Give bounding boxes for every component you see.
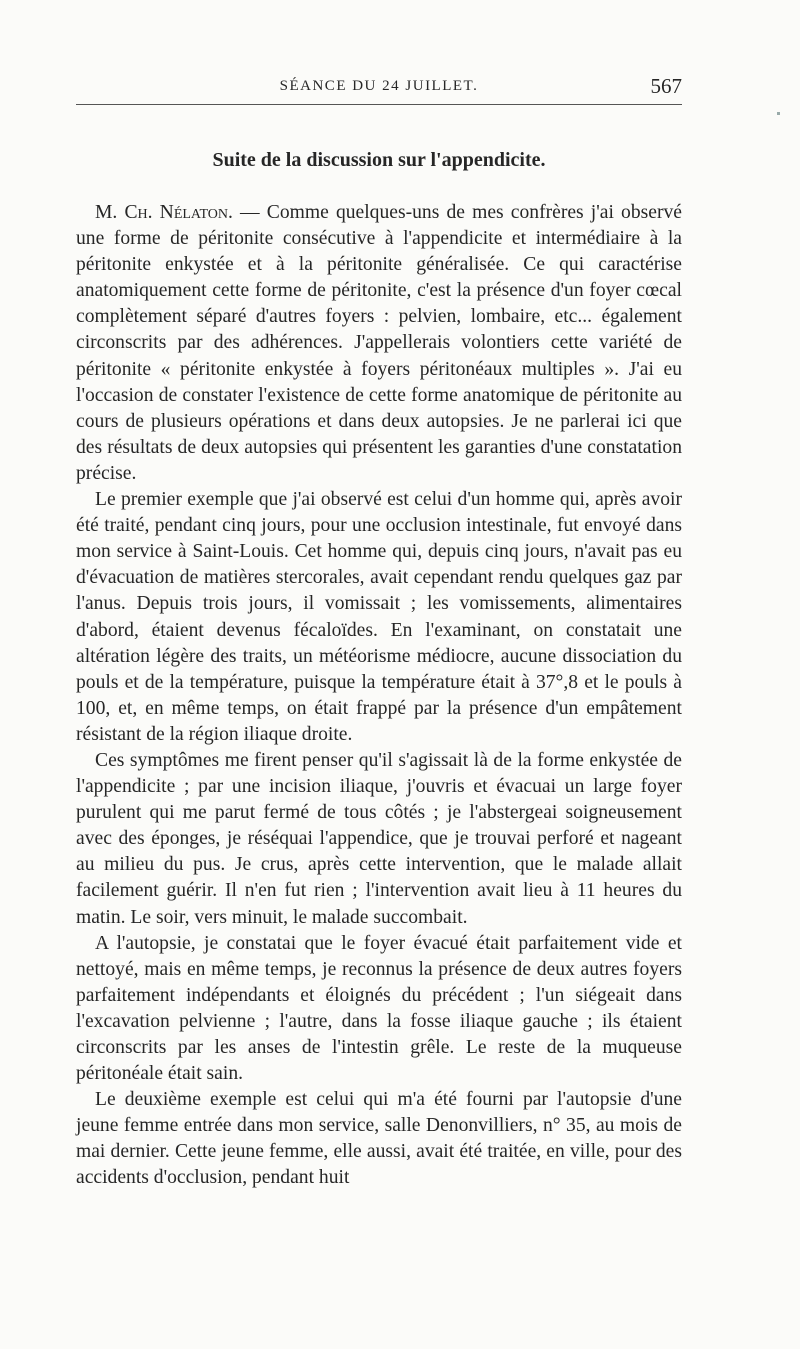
paragraph-2: Le premier exemple que j'ai observé est celui d'un homme qui, après avoir été traité, pendant cinq jours, pour une occlusion intestinale, fut envoyé dans mon service à Saint-Louis. Cet homme qui, depuis cinq jours, n'avait pas eu d'évacuation de matières stercorales, avait cependant rendu quelques gaz par l'anus. Depuis trois jours, il vomissait ; les vomissements, alimentaires d'abord, étaient devenus fécaloïdes. En l'examinant, on constatait une altération légère des traits, un météorisme médiocre, aucune dissociation du pouls et de la température, puisque la température était à 37°,8 et le pouls à 100, et, en même temps, on était frappé par la présence d'un empâtement résistant de la région iliaque droite. [76,489,682,745]
paragraph-4: A l'autopsie, je constatai que le foyer évacué était parfaitement vide et nettoyé, mais en même temps, je reconnus la présence de deux autres foyers parfaitement indépendants et éloignés du précédent ; l'un siégeait dans l'excavation pelvienne ; l'autre, dans la fosse iliaque gauche ; ils étaient circonscrits par les anses de l'intestin grêle. Le reste de la muqueuse péritonéale était sain. [76,932,682,1085]
page-header [76,74,682,102]
paragraph-3: Ces symptômes me firent penser qu'il s'agissait là de la forme enkystée de l'appendicite ; par une incision iliaque, j'ouvris et évacuai un large foyer purulent qui me parut fermé de tous côtés ; je l'abstergeai soigneusement avec des éponges, je réséquai l'appendice, que je trouvai perforé et nageant au milieu du pus. Je crus, après cette intervention, que le malade allait facilement guérir. Il n'en fut rien ; l'intervention avait lieu à 11 heures du matin. Le soir, vers minuit, le malade succombait. [76,749,682,928]
paragraph-1-text: — Comme quelques-uns de mes confrères j'ai observé une forme de péritonite consécutive à l'appendicite et intermédiaire à la péritonite enkystée et à la péritonite généralisée. Ce qui caractérise anatomiquement cette forme de péritonite, c'est la présence d'un foyer cœcal complètement séparé d'autres foyers : pelvien, lombaire, etc... également circonscrits par des adhérences. J'appellerais volontiers cette variété de péritonite « péritonite enkystée à foyers péritonéaux multiples ». J'ai eu l'occasion de constater l'existence de cette forme anatomique de péritonite au cours de plusieurs opérations et dans deux autopsies. Je ne parlerai ici que des résultats de deux autopsies qui présentent les garanties d'une constatation précise. [76,202,682,484]
header-rule [76,104,682,105]
section-title: Suite de la discussion sur l'appendicite. [212,149,546,171]
margin-mark [777,112,780,115]
body-text [76,200,682,1192]
speaker-name: M. Ch. Nélaton. [95,202,233,223]
running-head: SÉANCE DU 24 JUILLET. [279,78,479,94]
paragraph-5: Le deuxième exemple est celui qui m'a été fourni par l'autopsie d'une jeune femme entrée dans mon service, salle Denonvilliers, n° 35, au mois de mai dernier. Cette jeune femme, elle aussi, avait été traitée, en ville, pour des accidents d'occlusion, pendant huit [76,1089,682,1189]
paragraph-1 [76,200,682,487]
page-number: 567 [650,74,682,98]
